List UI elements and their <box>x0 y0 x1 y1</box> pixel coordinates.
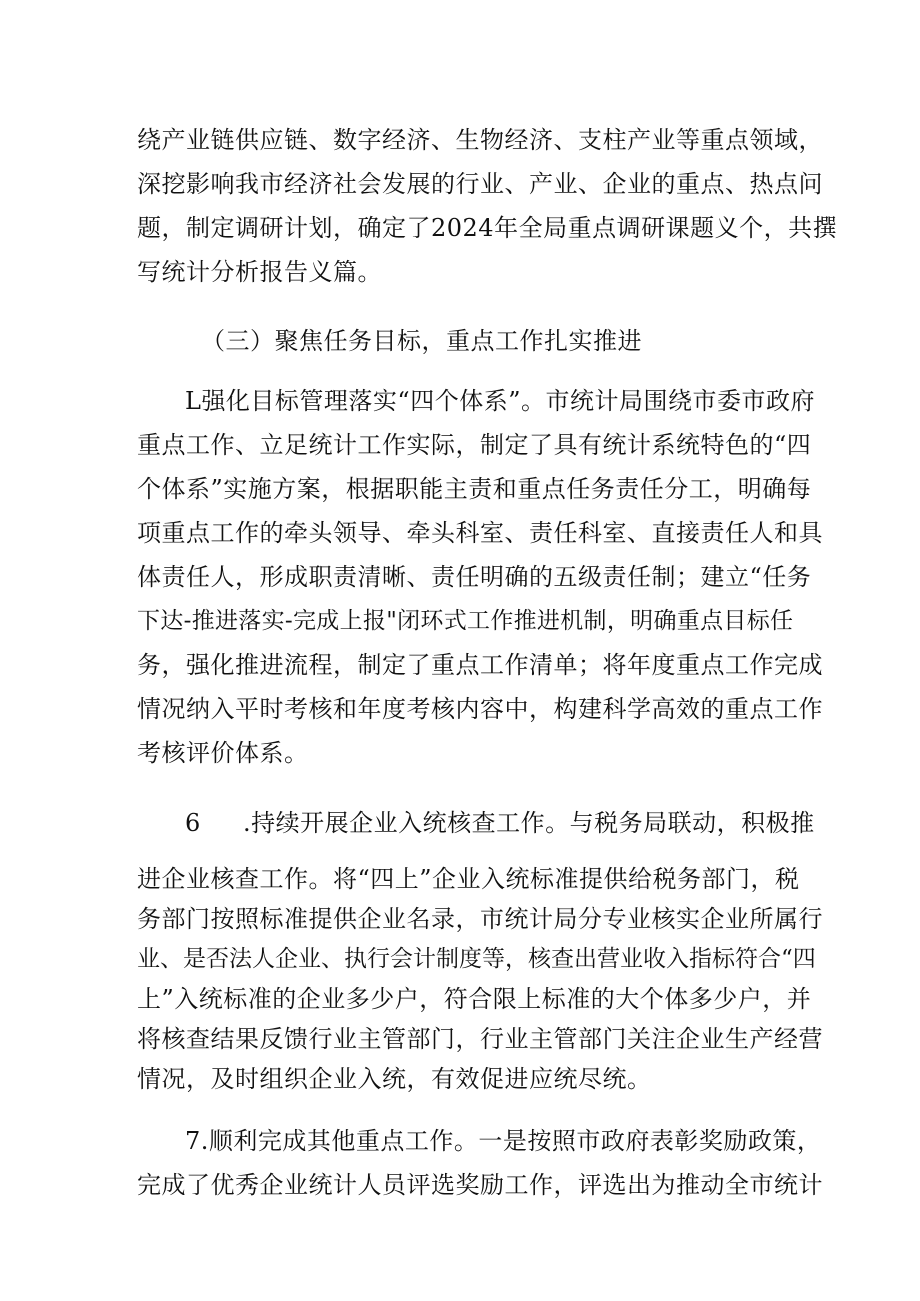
para3-line-4: 上”入统标准的企业多少户，符合限上标准的大个体多少户，并 <box>137 985 812 1013</box>
para1-line-2: 深挖影响我市经济社会发展的行业、产业、企业的重点、热点问 <box>137 170 823 198</box>
para3-line-1: 进企业核查工作。将“四上”企业入统标准提供给税务部门，税 <box>137 865 800 893</box>
para2-line-4: 项重点工作的牵头领导、牵头科室、责任科室、直接责任人和具 <box>137 519 823 547</box>
para2-line-8: 情况纳入平时考核和年度考核内容中，构建科学高效的重点工作 <box>137 695 823 723</box>
item6-line-1: .持续开展企业入统核查工作。与税务局联动，积极推 <box>243 809 815 837</box>
para4-line-1: 7.顺利完成其他重点工作。一是按照市政府表彰奖励政策， <box>185 1127 822 1155</box>
para1-line-1: 绕产业链供应链、数字经济、生物经济、支柱产业等重点领域， <box>137 126 823 154</box>
para3-line-3: 业、是否法人企业、执行会计制度等，核查出营业收入指标符合“四 <box>137 946 816 972</box>
para2-line-1: L强化目标管理落实“四个体系”。市统计局围绕市委市政府 <box>185 387 815 415</box>
para2-line-3: 个体系”实施方案，根据职能主责和重点任务责任分工，明确每 <box>137 475 812 503</box>
para4-line-2: 完成了优秀企业统计人员评选奖励工作，评选出为推动全市统计 <box>137 1171 823 1199</box>
para3-line-6: 情况，及时组织企业入统，有效促进应统尽统。 <box>137 1065 652 1093</box>
para2-line-7: 务，强化推进流程，制定了重点工作清单；将年度重点工作完成 <box>137 651 823 679</box>
para1-line-3: 题，制定调研计划，确定了2024年全局重点调研课题义个，共撰 <box>137 214 838 242</box>
item6-number: 6 <box>185 809 201 837</box>
para2-line-9: 考核评价体系。 <box>137 739 309 767</box>
para2-line-2: 重点工作、立足统计工作实际，制定了具有统计系统特色的“四 <box>137 431 812 459</box>
para3-line-2: 务部门按照标准提供企业名录，市统计局分专业核实企业所属行 <box>137 905 823 933</box>
para2-line-6: 下达-推进落实-完成上报"闭环式工作推进机制，明确重点目标任 <box>137 608 793 634</box>
para2-line-5: 体责任人，形成职责清晰、责任明确的五级责任制；建立“任务 <box>137 563 812 591</box>
para1-line-4: 写统计分析报告义篇。 <box>137 258 382 286</box>
section-heading-3: （三）聚焦任务目标，重点工作扎实推进 <box>201 327 642 355</box>
para3-line-5: 将核查结果反馈行业主管部门，行业主管部门关注企业生产经营 <box>137 1025 823 1053</box>
